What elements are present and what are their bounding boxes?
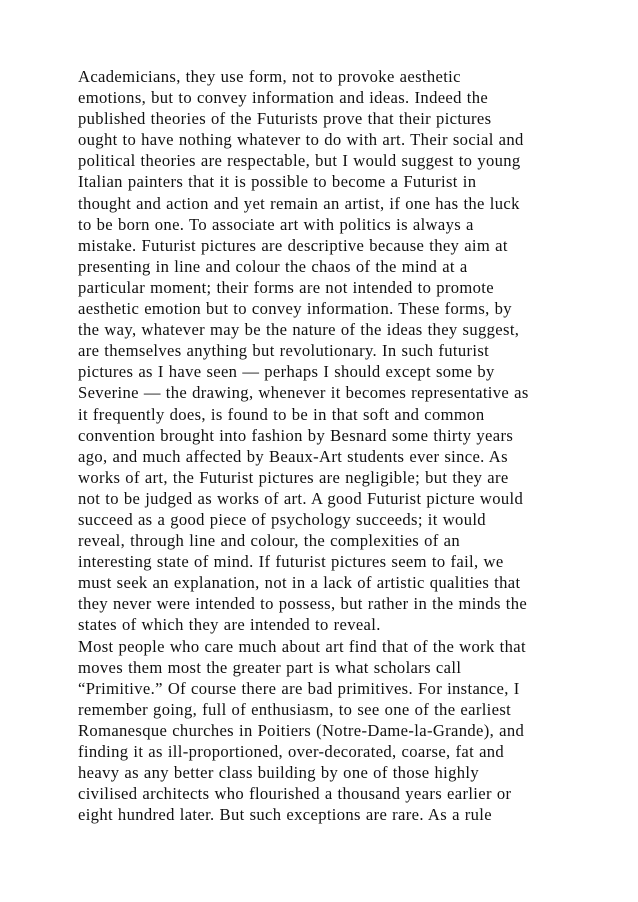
text-line-10: presenting in line and colour the chaos of the mind at a	[78, 256, 468, 276]
text-line-2: emotions, but to convey information and ideas. Indeed the	[78, 88, 489, 108]
text-line-9: mistake. Futurist pictures are descriptive because they aim at	[78, 235, 508, 255]
body-text	[78, 66, 598, 825]
text-line-6: Italian painters that it is possible to become a Futurist in	[78, 172, 477, 192]
text-line-14: are themselves anything but revolutionary. In such futurist	[78, 341, 490, 361]
text-line-18: convention brought into fashion by Besnard some thirty years	[78, 425, 514, 445]
text-line-11: particular moment; their forms are not intended to promote	[78, 277, 494, 297]
text-line-21: not to be judged as works of art. A good Futurist picture would	[78, 488, 524, 508]
text-line-29: moves them most the greater part is what scholars call	[78, 657, 462, 677]
text-line-25: must seek an explanation, not in a lack of artistic qualities that	[78, 573, 521, 593]
text-line-33: finding it as ill-proportioned, over-decorated, coarse, fat and	[78, 742, 505, 761]
text-line-30: “Primitive.” Of course there are bad primitives. For instance, I	[78, 678, 520, 698]
text-line-5: political theories are respectable, but I would suggest to young	[78, 151, 521, 171]
text-line-22: succeed as a good piece of psychology succeeds; it would	[78, 509, 486, 529]
text-line-27: states of which they are intended to reveal.	[78, 615, 381, 635]
text-line-8: to be born one. To associate art with politics is always a	[78, 214, 474, 234]
text-line-1: Academicians, they use form, not to provoke aesthetic	[78, 67, 461, 86]
text-line-34: heavy as any better class building by one of those highly	[78, 763, 479, 783]
text-line-26: they never were intended to possess, but rather in the minds the	[78, 594, 528, 614]
text-line-31: remember going, full of enthusiasm, to see one of the earliest	[78, 699, 512, 719]
text-line-4: ought to have nothing whatever to do with art. Their social and	[78, 130, 524, 150]
text-line-15: pictures as I have seen — perhaps I should except some by	[78, 362, 495, 382]
text-line-32: Romanesque churches in Poitiers (Notre-Dame-la-Grande), and	[78, 720, 525, 740]
text-line-35: civilised architects who flourished a thousand years earlier or	[78, 784, 512, 804]
text-line-17: it frequently does, is found to be in that soft and common	[78, 404, 485, 424]
text-line-24: interesting state of mind. If futurist pictures seem to fail, we	[78, 552, 504, 572]
text-line-13: the way, whatever may be the nature of the ideas they suggest,	[78, 320, 520, 340]
text-line-36: eight hundred later. But such exceptions are rare. As a rule	[78, 805, 492, 825]
text-line-20: works of art, the Futurist pictures are negligible; but they are	[78, 467, 509, 487]
text-line-28: Most people who care much about art find that of the work that	[78, 636, 526, 656]
text-line-23: reveal, through line and colour, the complexities of an	[78, 531, 460, 551]
text-line-7: thought and action and yet remain an artist, if one has the luck	[78, 193, 520, 213]
text-line-16: Severine — the drawing, whenever it becomes representative as	[78, 383, 529, 403]
text-line-12: aesthetic emotion but to convey information. These forms, by	[78, 299, 512, 319]
text-line-3: published theories of the Futurists prove that their pictures	[78, 109, 492, 129]
text-line-19: ago, and much affected by Beaux-Art students ever since. As	[78, 446, 508, 466]
